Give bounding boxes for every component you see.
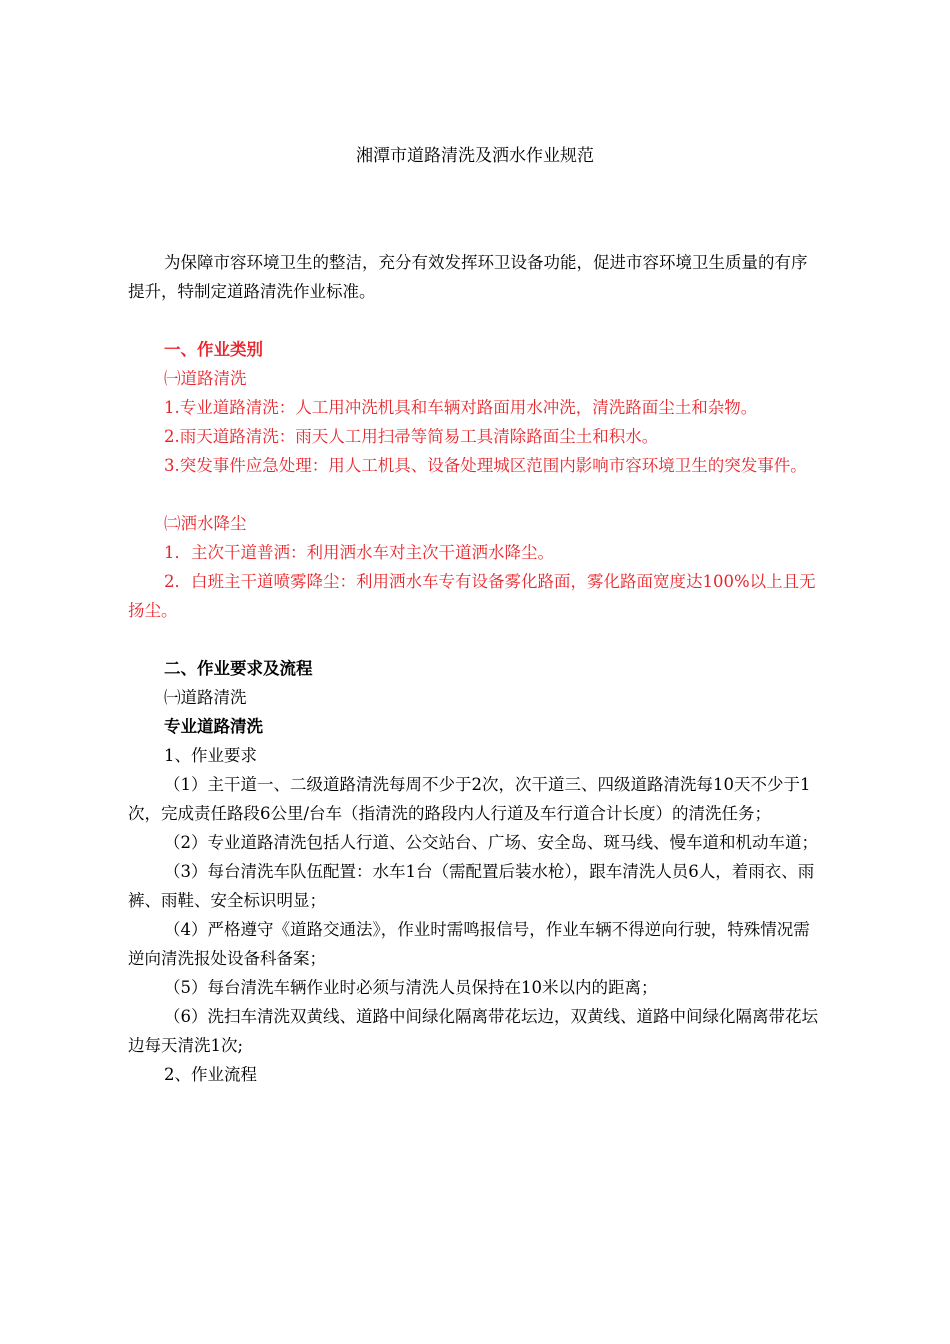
section1-sub1-item: 2.雨天道路清洗：雨天人工用扫帚等简易工具清除路面尘土和积水。: [164, 427, 659, 446]
spacer: [128, 306, 822, 335]
section2-sub1-heading: ㈠道路清洗: [164, 688, 247, 707]
section1-sub1-item: 3.突发事件应急处理：用人工机具、设备处理城区范围内影响市容环境卫生的突发事件。: [164, 456, 807, 475]
requirements-heading: 1、作业要求: [164, 746, 257, 765]
requirement-item: （4）严格遵守《道路交通法》，作业时需鸣报信号，作业车辆不得逆向行驶，特殊情况需逆向清洗报处设备科备案；: [128, 920, 810, 968]
section2-subtitle: 专业道路清洗: [164, 717, 263, 736]
document-body: [128, 248, 822, 1089]
requirement-item: （3）每台清洗车队伍配置：水车1台（需配置后装水枪），跟车清洗人员6人，着雨衣、雨裤、雨鞋、安全标识明显；: [128, 862, 815, 910]
section1-sub2-heading: ㈡洒水降尘: [164, 514, 247, 533]
spacer: [128, 625, 822, 654]
section1-sub1-item: 1.专业道路清洗：人工用冲洗机具和车辆对路面用水冲洗，清洗路面尘土和杂物。: [164, 398, 758, 417]
document-title: 湘潭市道路清洗及洒水作业规范: [356, 146, 594, 166]
intro-paragraph: 为保障市容环境卫生的整洁，充分有效发挥环卫设备功能，促进市容环境卫生质量的有序提升，特制定道路清洗作业标准。: [128, 253, 808, 301]
requirement-item: （5）每台清洗车辆作业时必须与清洗人员保持在10米以内的距离；: [164, 978, 658, 997]
requirement-item: （6）洗扫车清洗双黄线、道路中间绿化隔离带花坛边，双黄线、道路中间绿化隔离带花坛边每天清洗1次;: [128, 1007, 818, 1055]
requirement-item: （2）专业道路清洗包括人行道、公交站台、广场、安全岛、斑马线、慢车道和机动车道；: [164, 833, 818, 852]
section1-sub2-item: 1．主次干道普洒：利用洒水车对主次干道洒水降尘。: [164, 543, 554, 562]
section1-heading: 一、作业类别: [164, 340, 263, 359]
section2-heading: 二、作业要求及流程: [164, 659, 313, 678]
spacer: [128, 480, 822, 509]
section1-sub2-item: 2．白班主干道喷雾降尘：利用洒水车专有设备雾化路面，雾化路面宽度达100%以上且无扬尘。: [128, 572, 816, 620]
requirement-item: （1）主干道一、二级道路清洗每周不少于2次，次干道三、四级道路清洗每10天不少于1次，完成责任路段6公里/台车（指清洗的路段内人行道及车行道合计长度）的清洗任务；: [128, 775, 811, 823]
flow-heading: 2、作业流程: [164, 1065, 257, 1084]
section1-sub1-heading: ㈠道路清洗: [164, 369, 247, 388]
